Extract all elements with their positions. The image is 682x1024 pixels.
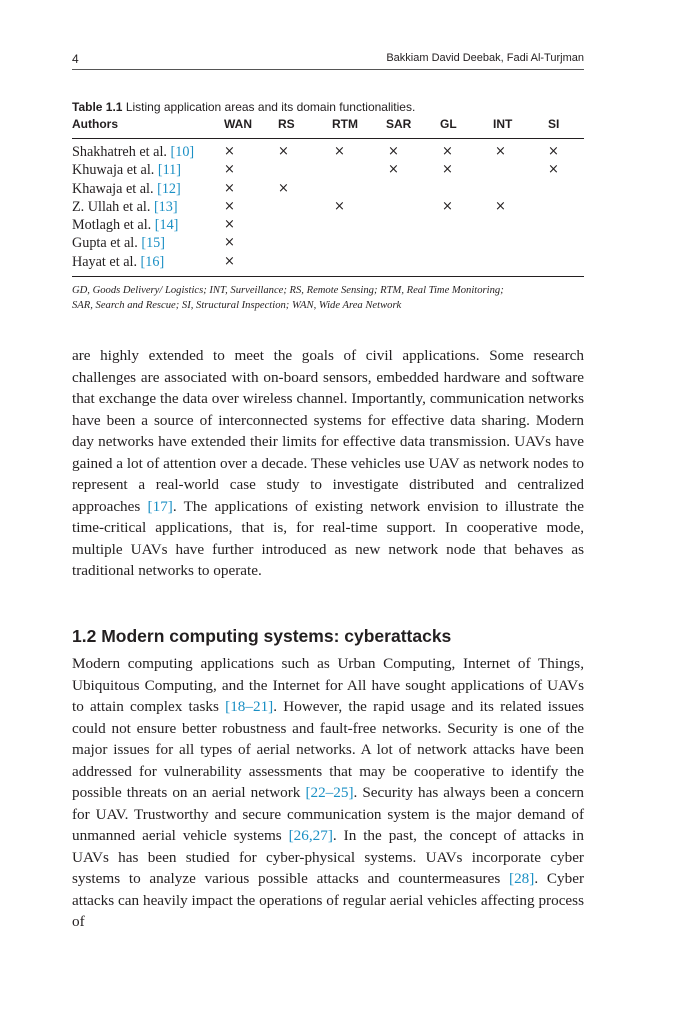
table-cell-mark: × [442,162,453,178]
citation-link[interactable]: [26,27] [288,827,333,844]
table-caption-text: Listing application areas and its domain functionalities. [125,100,416,114]
table-cell-author [72,235,165,252]
column-header-wan: WAN [224,117,252,131]
table-cell-mark: × [388,162,399,178]
table-cell-mark: × [334,144,345,159]
paragraph-text: Modern computing applications such as Urban Computing, Internet of Things, Ubiquitous Computing, and the Internet for All have sought applications of UAVs to attain complex tasks [72,655,584,715]
author-name: Z. Ullah et al. [72,198,151,215]
table-cell-mark: × [548,144,559,159]
table-row [72,181,584,199]
table-cell-author [72,254,164,271]
table-row [72,254,584,272]
table-cell-mark: × [224,253,235,269]
citation-link[interactable]: [12] [157,180,181,197]
table-row [72,235,584,253]
citation-link[interactable]: [17] [147,497,173,515]
author-name: Shakhatreh et al. [72,144,167,160]
table-cell-mark: × [442,144,453,159]
section-heading: 1.2 Modern computing systems: cyberattacks [72,626,452,646]
page-header [72,52,584,68]
citation-link[interactable]: [15] [141,235,165,252]
author-name: Hayat et al. [72,253,137,270]
paragraph-text: . However, the rapid usage and its related issues could not ensure better robustness and fault-free networks. Security is one of the major issues for all types of aerial networks. A lot of network attacks have been addressed for vulnerability assessments that may be cooperative to identify the possible threats on an aerial network [72,698,584,801]
header-rule [72,69,584,70]
column-header-si: SI [548,117,560,131]
table-cell-mark: × [334,198,345,214]
author-name: Khawaja et al. [72,180,154,197]
citation-link[interactable]: [11] [157,162,182,179]
table-cell-mark: × [224,144,235,159]
table-row [72,144,584,162]
table-footnote-line-2: SAR, Search and Rescue; SI, Structural Inspection; WAN, Wide Area Network [72,300,402,311]
table-cell-author [72,162,181,179]
table-rule-bottom [72,276,584,277]
table-cell-mark: × [278,180,289,196]
table-caption-label: Table 1.1 [72,100,123,114]
table-footnote-line-1: GD, Goods Delivery/ Logistics; INT, Surveillance; RS, Remote Sensing; RTM, Real Time Monitoring; [72,285,504,296]
paragraph-text: . Security has always been a concern for UAV. Trustworthy and secure communication system is the major demand of unmanned aerial vehicle systems [72,784,584,844]
column-header-authors: Authors [72,117,118,131]
table-footnote [72,283,584,313]
citation-link[interactable]: [18–21] [225,698,274,715]
table-cell-mark: × [278,144,289,159]
citation-link[interactable]: [28] [509,870,535,887]
table-cell-author [72,199,178,216]
citation-link[interactable]: [16] [140,253,165,270]
table-row [72,162,584,180]
table-rule-top [72,138,584,139]
table-cell-mark: × [224,162,235,178]
body-paragraph-1 [72,345,584,582]
author-name: Gupta et al. [72,235,138,252]
table-cell-mark: × [224,198,235,214]
table-cell-mark: × [224,235,235,251]
table-cell-mark: × [495,144,506,159]
table-row [72,199,584,217]
body-paragraph-2 [72,653,584,933]
table-caption [72,100,415,114]
citation-link[interactable]: [10] [170,144,195,160]
table-cell-mark: × [388,144,399,159]
table-cell-author [72,144,194,161]
table-cell-author [72,181,181,198]
running-head: Bakkiam David Deebak, Fadi Al-Turjman [386,52,584,64]
table-cell-mark: × [442,198,453,214]
paragraph-text: are highly extended to meet the goals of civil applications. Some research challenges are associated with on-board sensors, embedded hardware and software that exchange the data over wireless channel. Importantly, communication networks have been a source of interconnected systems for effective data sharing. Modern day networks have extended their limits for effective data transmission. UAVs have gained a lot of attention over a decade. These vehicles use UAV as network nodes to represent a real-world case study to investigate distributed and centralized approaches [72,347,585,515]
column-header-int: INT [493,117,513,131]
table-row [72,217,584,235]
column-header-rs: RS [278,117,295,131]
table-cell-author [72,217,178,234]
table-cell-mark: × [548,162,559,178]
citation-link[interactable]: [22–25] [305,784,354,801]
author-name: Motlagh et al. [72,217,152,234]
column-header-sar: SAR [386,117,412,131]
citation-link[interactable]: [13] [153,198,178,215]
table-cell-mark: × [224,217,235,233]
citation-link[interactable]: [14] [154,217,179,234]
table-body [72,144,584,272]
column-header-gl: GL [440,117,457,131]
author-name: Khuwaja et al. [72,162,155,179]
table-header-row [72,117,584,137]
paragraph-text: . The applications of existing network envision to illustrate the time-critical applications, that is, for real-time support. In cooperative mode, multiple UAVs have further introduced as new network node that behaves as traditional networks to operate. [72,497,584,579]
paragraph-text: . In the past, the concept of attacks in UAVs has been studied for cyber-physical systems. UAVs incorporate cyber systems to analyze various possible attacks and countermeasures [72,827,584,887]
table-cell-mark: × [495,198,506,214]
table-cell-mark: × [224,180,235,196]
page-number: 4 [72,52,79,66]
paragraph-text: . Cyber attacks can heavily impact the operations of regular aerial vehicles affecting process of [72,870,585,930]
column-header-rtm: RTM [332,117,358,131]
